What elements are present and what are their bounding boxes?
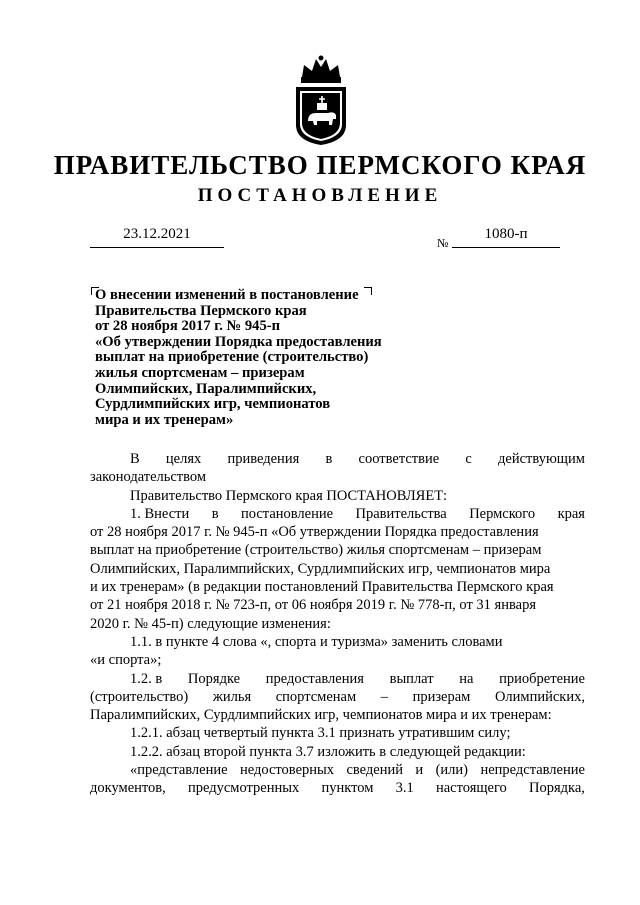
subject-line: от 28 ноября 2017 г. № 945-п (95, 318, 281, 335)
subject-line: Олимпийских, Паралимпийских, (95, 380, 317, 397)
body-line: Олимпийских, Паралимпийских, Сурдлимпийских игр, чемпионатов мира (90, 560, 551, 577)
number-sign: № (437, 236, 449, 250)
body-line: и их тренерам» (в редакции постановлений Правительства Пермского края (90, 579, 554, 596)
body-line: «и спорта»; (90, 652, 162, 669)
document-body (90, 450, 585, 798)
document-subject (95, 288, 382, 428)
body-line: от 28 ноября 2017 г. № 945-п «Об утверждении Порядка предоставления (90, 524, 539, 541)
body-line: от 21 ноября 2018 г. № 723-п, от 06 ноября 2019 г. № 778-п, от 31 января (90, 597, 536, 614)
body-line: 1.2. в Порядке предоставления выплат на приобретение (130, 670, 585, 687)
body-line: законодательством (90, 469, 207, 486)
document-type-title: ПОСТАНОВЛЕНИЕ (197, 185, 443, 206)
perm-krai-coat-of-arms-icon (290, 55, 352, 147)
subject-line: жилья спортсменам – призерам (95, 364, 305, 381)
body-line: «представление недостоверных сведений и (или) непредставление (130, 762, 585, 779)
subject-line: выплат на приобретение (строительство) (95, 349, 369, 366)
body-line: 1.2.2. абзац второй пункта 3.7 изложить в следующей редакции: (130, 743, 526, 760)
body-line: 1. Внести в постановление Правительства Пермского края (130, 505, 585, 522)
document-date: 23.12.2021 (90, 226, 224, 248)
subject-line: О внесении изменений в постановление (95, 287, 359, 303)
subject-line: Сурдлимпийских игр, чемпионатов (95, 396, 331, 413)
subject-line: «Об утверждении Порядка предоставления (95, 333, 382, 350)
body-line: Паралимпийских, Сурдлимпийских игр, чемпионатов мира и их тренерам: (90, 707, 552, 724)
subject-line: мира и их тренерам» (95, 411, 234, 428)
body-line: В целях приведения в соответствие с действующим (130, 451, 585, 467)
subject-line: Правительства Пермского края (95, 302, 307, 319)
body-line: Правительство Пермского края ПОСТАНОВЛЯЕТ: (130, 487, 448, 504)
document-number: 1080-п (452, 226, 560, 248)
body-line: 1.2.1. абзац четвертый пункта 3.1 признать утратившим силу; (130, 725, 511, 742)
body-line: документов, предусмотренных пунктом 3.1 настоящего Порядка, (90, 780, 585, 797)
body-line: 1.1. в пункте 4 слова «, спорта и туризма» заменить словами (130, 633, 503, 650)
body-line: (строительство) жилья спортсменам – призерам Олимпийских, (90, 688, 585, 705)
body-line: 2020 г. № 45-п) следующие изменения: (90, 615, 331, 632)
organization-title: ПРАВИТЕЛЬСТВО ПЕРМСКОГО КРАЯ (53, 150, 587, 180)
body-line: выплат на приобретение (строительство) жилья спортсменам – призерам (90, 542, 542, 559)
